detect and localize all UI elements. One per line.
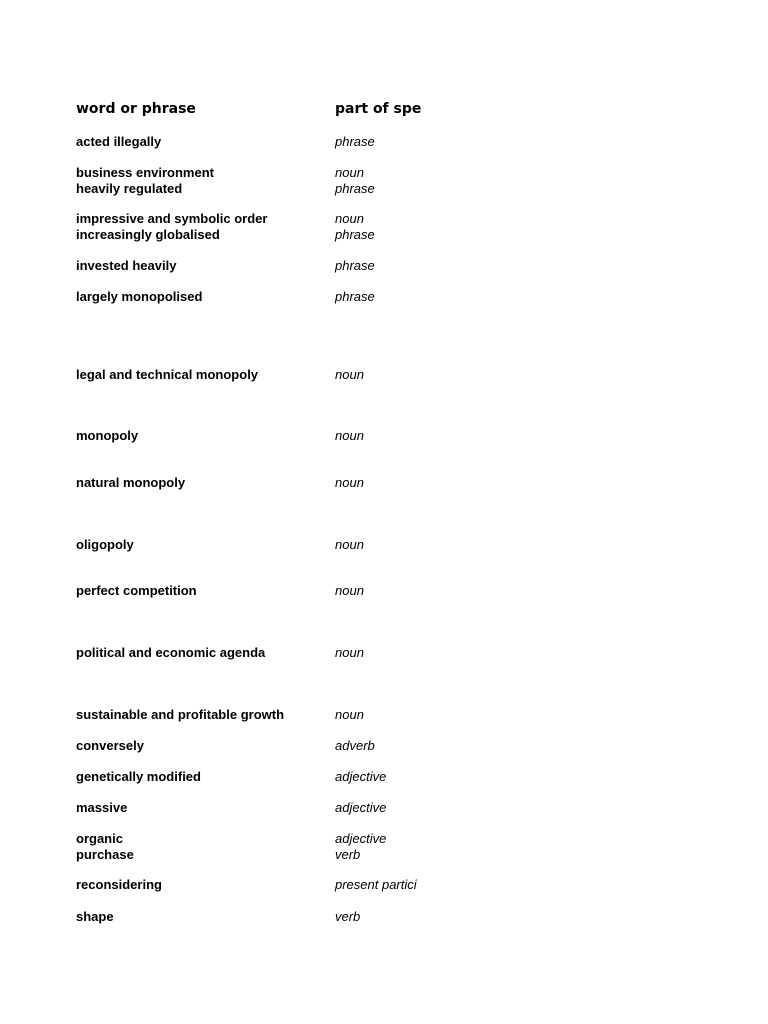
term-cell: genetically modified [76,769,201,784]
part-of-speech-cell: noun [335,707,364,722]
table-row [0,707,768,723]
part-of-speech-cell: verb [335,909,361,924]
part-of-speech-cell: adjective [335,831,387,846]
term-cell: business environment [76,165,214,180]
term-cell: legal and technical monopoly [76,367,259,382]
table-row [0,134,768,150]
term-cell: impressive and symbolic order [76,211,268,226]
table-row [0,583,768,599]
table-row [0,258,768,274]
header-word-or-phrase: word or phrase [76,101,196,117]
term-cell: conversely [76,738,144,753]
part-of-speech-cell: adjective [335,769,387,784]
term-cell: shape [76,909,114,924]
term-cell: increasingly globalised [76,227,220,242]
table-row [0,769,768,785]
part-of-speech-cell: noun [335,475,364,490]
term-cell: acted illegally [76,134,162,149]
table-row [0,537,768,553]
table-row [0,738,768,754]
part-of-speech-cell: phrase [335,289,375,304]
part-of-speech-cell: noun [335,645,364,660]
table-row [0,367,768,383]
table-row [0,475,768,491]
table-row [0,847,768,863]
part-of-speech-cell: phrase [335,181,375,196]
table-row [0,289,768,305]
part-of-speech-cell: phrase [335,227,375,242]
part-of-speech-cell: noun [335,367,364,382]
table-row [0,227,768,243]
table-row [0,877,768,893]
term-cell: perfect competition [76,583,197,598]
table-header [0,101,768,121]
part-of-speech-cell: noun [335,211,364,226]
term-cell: heavily regulated [76,181,183,196]
table-row [0,428,768,444]
term-cell: largely monopolised [76,289,203,304]
table-row [0,909,768,925]
table-row [0,800,768,816]
term-cell: monopoly [76,428,139,443]
term-cell: reconsidering [76,877,162,892]
term-cell: political and economic agenda [76,645,266,660]
term-cell: sustainable and profitable growth [76,707,285,722]
part-of-speech-cell: verb [335,847,361,862]
part-of-speech-cell: adverb [335,738,375,753]
table-row [0,165,768,181]
table-row [0,181,768,197]
part-of-speech-cell: noun [335,583,364,598]
term-cell: invested heavily [76,258,177,273]
part-of-speech-cell: noun [335,537,364,552]
term-cell: organic [76,831,123,846]
part-of-speech-cell: adjective [335,800,387,815]
part-of-speech-cell: phrase [335,258,375,273]
part-of-speech-cell: noun [335,428,364,443]
term-cell: massive [76,800,128,815]
term-cell: natural monopoly [76,475,186,490]
table-row [0,831,768,847]
header-part-of-speech: part of spe [335,101,422,117]
term-cell: oligopoly [76,537,134,552]
term-cell: purchase [76,847,134,862]
part-of-speech-cell: noun [335,165,364,180]
part-of-speech-cell: phrase [335,134,375,149]
part-of-speech-cell: present partici [335,877,417,892]
table-row [0,645,768,661]
table-row [0,211,768,227]
